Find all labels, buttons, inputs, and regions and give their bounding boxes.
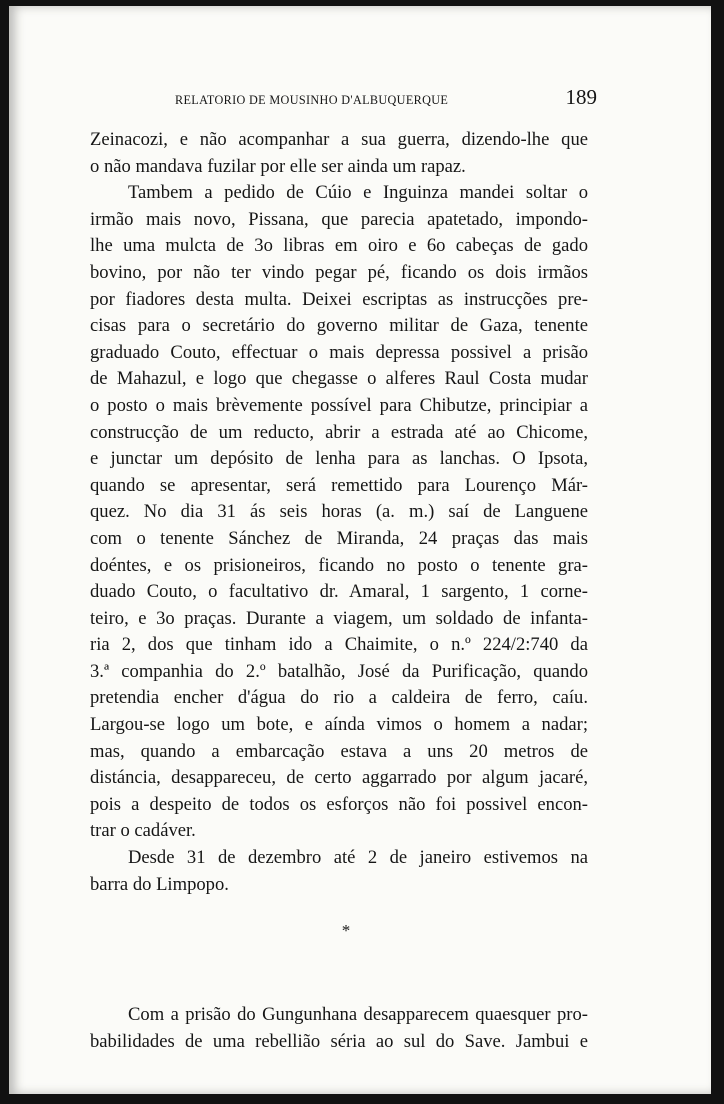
text-line: quez. No dia 31 ás seis horas (a. m.) saí de Languene — [90, 501, 588, 523]
section-separator: * — [341, 921, 351, 941]
text-line: Desde 31 de dezembro até 2 de janeiro estivemos na — [128, 847, 588, 869]
text-line: o posto o mais brèvemente possível para Chibutze, principiar a — [90, 394, 588, 416]
paragraph-3 — [90, 845, 588, 898]
paragraph-4 — [90, 1002, 588, 1055]
spacer — [90, 970, 588, 1002]
text-line: teiro, e 3o praças. Durante a viagem, um soldado de infanta- — [90, 607, 588, 629]
text-line: Com a prisão do Gungunhana desapparecem quaesquer pro- — [128, 1004, 588, 1026]
text-line: doéntes, e os prisioneiros, ficando no posto o tenente gra- — [90, 554, 588, 576]
text-line: graduado Couto, effectuar o mais depressa possivel a prisão — [90, 341, 588, 363]
paragraph-2 — [90, 180, 588, 845]
page-header — [175, 85, 599, 115]
text-line: duado Couto, o facultativo dr. Amaral, 1 sargento, 1 corne- — [90, 581, 588, 603]
text-line: ria 2, dos que tinham ido a Chaimite, o n.º 224/2:740 da — [90, 634, 588, 656]
text-line: pois a despeito de todos os esforços não foi possivel encon- — [90, 793, 588, 815]
text-line: bovino, por não ter vindo pegar pé, ficando os dois irmãos — [90, 261, 588, 283]
text-line: quando se apresentar, será remettido para Lourenço Már- — [90, 474, 588, 496]
text-line: por fiadores desta multa. Deixei escriptas as instrucções pre- — [90, 288, 588, 310]
text-line: construcção de um reducto, abrir a estrada até ao Chicome, — [90, 421, 588, 443]
body-text — [90, 127, 588, 1055]
book-page — [9, 6, 711, 1094]
text-line: com o tenente Sánchez de Miranda, 24 praças das mais — [90, 527, 588, 549]
text-line: mas, quando a embarcação estava a uns 20 metros de — [90, 740, 588, 762]
text-line: pretendia encher d'água do rio a caldeira de ferro, caíu. — [90, 687, 588, 709]
text-line: e junctar um depósito de lenha para as lanchas. O Ipsota, — [90, 448, 588, 470]
text-line: babilidades de uma rebellião séria ao sul do Save. Jambui e — [90, 1030, 588, 1052]
text-line: barra do Limpopo. — [90, 873, 229, 895]
page-number: 189 — [565, 85, 597, 109]
text-line: Zeinacozi, e não acompanhar a sua guerra, dizendo-lhe que — [90, 129, 588, 150]
text-line: Largou-se logo um bote, e aínda vimos o homem a nadar; — [90, 714, 588, 736]
text-line: distáncia, desappareceu, de certo aggarrado por algum jacaré, — [90, 767, 588, 789]
text-line: de Mahazul, e logo que chegasse o alferes Raul Costa mudar — [90, 368, 588, 390]
text-line: lhe uma mulcta de 3o libras em oiro e 6o cabeças de gado — [90, 235, 588, 257]
text-line: o não mandava fuzilar por elle ser ainda um rapaz. — [90, 155, 466, 177]
text-line: trar o cadáver. — [90, 820, 196, 842]
text-line: 3.ª companhia do 2.º batalhão, José da Purificação, quando — [90, 660, 588, 682]
running-title: RELATORIO DE MOUSINHO D'ALBUQUERQUE — [175, 93, 449, 107]
text-line: cisas para o secretário do governo militar de Gaza, tenente — [90, 315, 588, 337]
paragraph-1 — [90, 127, 588, 180]
text-line: irmão mais novo, Pissana, que parecia apatetado, impondo- — [90, 208, 588, 230]
text-line: Tambem a pedido de Cúio e Inguinza mandei soltar o — [128, 182, 588, 204]
